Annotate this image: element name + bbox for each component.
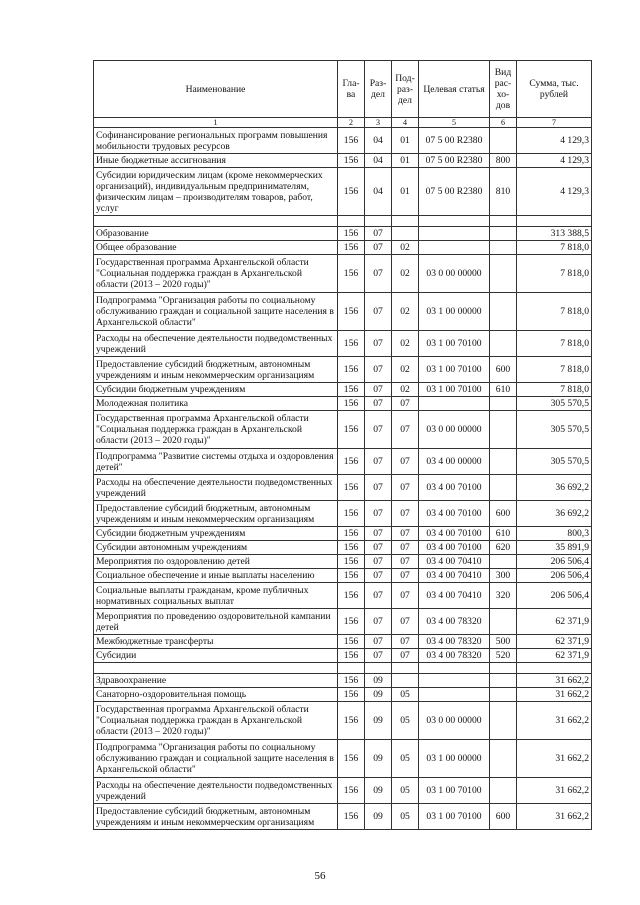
cell-podrazdel: 05 [392, 740, 419, 778]
cell-sum: 31 662,2 [517, 804, 592, 830]
cell-name: Иные бюджетные ассигнования [94, 154, 338, 168]
column-number: 7 [517, 118, 592, 128]
cell-glava: 156 [338, 674, 365, 688]
cell-vid [490, 397, 517, 411]
cell-podrazdel: 05 [392, 804, 419, 830]
cell-vid: 610 [490, 383, 517, 397]
cell-target: 03 4 00 70100 [419, 541, 490, 555]
table-row [94, 649, 592, 663]
cell-glava: 156 [338, 583, 365, 609]
cell-glava: 156 [338, 331, 365, 357]
cell-vid: 600 [490, 501, 517, 527]
cell-target: 03 4 00 78320 [419, 609, 490, 635]
cell-razdel: 07 [365, 527, 392, 541]
table-row [94, 449, 592, 475]
cell-razdel: 07 [365, 555, 392, 569]
cell-target: 07 5 00 R2380 [419, 154, 490, 168]
spacer-cell [365, 216, 392, 227]
cell-razdel: 04 [365, 168, 392, 216]
cell-name: Санаторно-оздоровительная помощь [94, 688, 338, 702]
cell-vid: 800 [490, 154, 517, 168]
spacer-cell [94, 216, 338, 227]
table-row [94, 168, 592, 216]
cell-glava: 156 [338, 128, 365, 154]
cell-razdel: 09 [365, 674, 392, 688]
table-row [94, 702, 592, 740]
cell-razdel: 07 [365, 241, 392, 255]
cell-vid: 520 [490, 649, 517, 663]
header-podrazdel: Под-раз-дел [392, 61, 419, 118]
cell-sum: 7 818,0 [517, 383, 592, 397]
cell-podrazdel: 07 [392, 569, 419, 583]
cell-name: Расходы на обеспечение деятельности подведомственных учреждений [94, 331, 338, 357]
table-row [94, 569, 592, 583]
cell-sum: 31 662,2 [517, 740, 592, 778]
cell-razdel: 07 [365, 397, 392, 411]
table-row [94, 357, 592, 383]
cell-razdel: 07 [365, 227, 392, 241]
cell-glava: 156 [338, 475, 365, 501]
cell-target [419, 674, 490, 688]
table-row [94, 475, 592, 501]
table-row [94, 241, 592, 255]
cell-glava: 156 [338, 501, 365, 527]
cell-vid [490, 411, 517, 449]
cell-podrazdel: 07 [392, 475, 419, 501]
cell-razdel: 09 [365, 778, 392, 804]
column-number: 4 [392, 118, 419, 128]
header-sum: Сумма, тыс. рублей [517, 61, 592, 118]
cell-glava: 156 [338, 649, 365, 663]
table-body [94, 128, 592, 830]
table-row [94, 397, 592, 411]
spacer-cell [392, 216, 419, 227]
header-target: Целевая статья [419, 61, 490, 118]
cell-sum: 305 570,5 [517, 449, 592, 475]
spacer-cell [517, 663, 592, 674]
cell-vid [490, 740, 517, 778]
cell-razdel: 07 [365, 255, 392, 293]
spacer-cell [490, 216, 517, 227]
cell-target: 03 0 00 00000 [419, 411, 490, 449]
cell-razdel: 07 [365, 501, 392, 527]
cell-target [419, 241, 490, 255]
cell-razdel: 07 [365, 383, 392, 397]
cell-podrazdel: 02 [392, 383, 419, 397]
cell-name: Социальное обеспечение и иные выплаты населению [94, 569, 338, 583]
cell-podrazdel: 07 [392, 635, 419, 649]
cell-name: Государственная программа Архангельской области "Социальная поддержка граждан в Архангельской области (2013 – 2020 годы)" [94, 702, 338, 740]
cell-glava: 156 [338, 527, 365, 541]
table-row [94, 688, 592, 702]
cell-sum: 7 818,0 [517, 241, 592, 255]
cell-glava: 156 [338, 778, 365, 804]
cell-name: Субсидии юридическим лицам (кроме некоммерческих организаций), индивидуальным предпринимателям, физическим лицам – производителям товаров, работ, услуг [94, 168, 338, 216]
cell-name: Предоставление субсидий бюджетным, автономным учреждениям и иным некоммерческим организациям [94, 501, 338, 527]
cell-glava: 156 [338, 255, 365, 293]
cell-target: 03 1 00 70100 [419, 331, 490, 357]
cell-name: Расходы на обеспечение деятельности подведомственных учреждений [94, 778, 338, 804]
cell-target: 03 4 00 00000 [419, 449, 490, 475]
cell-sum: 7 818,0 [517, 331, 592, 357]
cell-razdel: 07 [365, 449, 392, 475]
spacer-cell [517, 216, 592, 227]
cell-vid: 620 [490, 541, 517, 555]
cell-glava: 156 [338, 241, 365, 255]
cell-name: Субсидии автономным учреждениям [94, 541, 338, 555]
cell-podrazdel: 07 [392, 411, 419, 449]
cell-razdel: 07 [365, 609, 392, 635]
cell-glava: 156 [338, 449, 365, 475]
cell-vid [490, 293, 517, 331]
cell-sum: 800,3 [517, 527, 592, 541]
cell-vid [490, 688, 517, 702]
cell-sum: 31 662,2 [517, 674, 592, 688]
cell-target: 03 1 00 70100 [419, 804, 490, 830]
cell-glava: 156 [338, 411, 365, 449]
cell-name: Социальные выплаты гражданам, кроме публичных нормативных социальных выплат [94, 583, 338, 609]
cell-razdel: 07 [365, 331, 392, 357]
spacer-cell [365, 663, 392, 674]
cell-razdel: 09 [365, 688, 392, 702]
cell-target [419, 688, 490, 702]
cell-name: Государственная программа Архангельской области "Социальная поддержка граждан в Архангельской области (2013 – 2020 годы)" [94, 411, 338, 449]
table-row [94, 541, 592, 555]
cell-podrazdel: 07 [392, 397, 419, 411]
cell-razdel: 09 [365, 804, 392, 830]
cell-target: 03 4 00 78320 [419, 649, 490, 663]
cell-sum: 4 129,3 [517, 168, 592, 216]
cell-target [419, 397, 490, 411]
cell-razdel: 04 [365, 128, 392, 154]
spacer-row [94, 216, 592, 227]
table-row [94, 154, 592, 168]
cell-target: 03 1 00 00000 [419, 293, 490, 331]
cell-glava: 156 [338, 569, 365, 583]
cell-name: Софинансирование региональных программ повышения мобильности трудовых ресурсов [94, 128, 338, 154]
cell-name: Общее образование [94, 241, 338, 255]
cell-razdel: 07 [365, 569, 392, 583]
cell-razdel: 07 [365, 475, 392, 501]
cell-target: 03 1 00 00000 [419, 740, 490, 778]
cell-razdel: 07 [365, 541, 392, 555]
column-number-row [94, 118, 592, 128]
cell-target: 03 4 00 70100 [419, 475, 490, 501]
cell-name: Предоставление субсидий бюджетным, автономным учреждениям и иным некоммерческим организациям [94, 804, 338, 830]
cell-vid [490, 475, 517, 501]
cell-sum: 31 662,2 [517, 688, 592, 702]
cell-sum: 62 371,9 [517, 609, 592, 635]
cell-podrazdel [392, 674, 419, 688]
column-number: 1 [94, 118, 338, 128]
cell-vid [490, 778, 517, 804]
column-number: 3 [365, 118, 392, 128]
cell-sum: 313 388,5 [517, 227, 592, 241]
cell-glava: 156 [338, 293, 365, 331]
cell-name: Мероприятия по оздоровлению детей [94, 555, 338, 569]
spacer-cell [94, 663, 338, 674]
cell-name: Предоставление субсидий бюджетным, автономным учреждениям и иным некоммерческим организациям [94, 357, 338, 383]
table-header [94, 61, 592, 128]
table-row [94, 383, 592, 397]
cell-glava: 156 [338, 635, 365, 649]
cell-podrazdel: 07 [392, 583, 419, 609]
cell-razdel: 09 [365, 740, 392, 778]
table-row [94, 555, 592, 569]
column-number: 5 [419, 118, 490, 128]
cell-vid [490, 128, 517, 154]
cell-sum: 305 570,5 [517, 411, 592, 449]
cell-name: Государственная программа Архангельской области "Социальная поддержка граждан в Архангельской области (2013 – 2020 годы)" [94, 255, 338, 293]
cell-target: 03 4 00 78320 [419, 635, 490, 649]
page-number: 56 [314, 870, 326, 882]
header-vid: Вид рас-хо-дов [490, 61, 517, 118]
cell-vid [490, 227, 517, 241]
header-row [94, 61, 592, 118]
cell-name: Здравоохранение [94, 674, 338, 688]
table-row [94, 609, 592, 635]
spacer-cell [338, 216, 365, 227]
column-number: 6 [490, 118, 517, 128]
cell-name: Субсидии [94, 649, 338, 663]
spacer-cell [419, 216, 490, 227]
cell-name: Расходы на обеспечение деятельности подведомственных учреждений [94, 475, 338, 501]
cell-target: 03 0 00 00000 [419, 255, 490, 293]
cell-vid: 500 [490, 635, 517, 649]
cell-sum: 62 371,9 [517, 649, 592, 663]
table-row [94, 293, 592, 331]
cell-sum: 7 818,0 [517, 357, 592, 383]
cell-target [419, 227, 490, 241]
table-row [94, 778, 592, 804]
cell-razdel: 07 [365, 357, 392, 383]
cell-name: Субсидии бюджетным учреждениям [94, 527, 338, 541]
cell-name: Подпрограмма "Развитие системы отдыха и оздоровления детей" [94, 449, 338, 475]
cell-sum: 35 891,9 [517, 541, 592, 555]
cell-target: 03 4 00 70100 [419, 501, 490, 527]
cell-name: Межбюджетные трансферты [94, 635, 338, 649]
header-glava: Гла-ва [338, 61, 365, 118]
cell-vid: 810 [490, 168, 517, 216]
cell-name: Образование [94, 227, 338, 241]
cell-podrazdel: 02 [392, 331, 419, 357]
cell-podrazdel: 05 [392, 688, 419, 702]
cell-vid: 320 [490, 583, 517, 609]
cell-podrazdel: 07 [392, 555, 419, 569]
spacer-row [94, 663, 592, 674]
cell-razdel: 09 [365, 702, 392, 740]
cell-target: 03 4 00 70410 [419, 555, 490, 569]
table-row [94, 227, 592, 241]
cell-vid [490, 331, 517, 357]
cell-vid: 300 [490, 569, 517, 583]
spacer-cell [419, 663, 490, 674]
cell-vid [490, 674, 517, 688]
cell-target: 07 5 00 R2380 [419, 168, 490, 216]
cell-glava: 156 [338, 397, 365, 411]
cell-target: 07 5 00 R2380 [419, 128, 490, 154]
cell-sum: 62 371,9 [517, 635, 592, 649]
cell-glava: 156 [338, 168, 365, 216]
cell-podrazdel: 07 [392, 501, 419, 527]
cell-target: 03 4 00 70410 [419, 569, 490, 583]
cell-target: 03 1 00 70100 [419, 383, 490, 397]
cell-razdel: 07 [365, 583, 392, 609]
cell-podrazdel: 01 [392, 154, 419, 168]
cell-podrazdel: 05 [392, 778, 419, 804]
cell-podrazdel: 01 [392, 128, 419, 154]
cell-podrazdel: 01 [392, 168, 419, 216]
cell-target: 03 0 00 00000 [419, 702, 490, 740]
table-row [94, 331, 592, 357]
cell-razdel: 07 [365, 649, 392, 663]
cell-glava: 156 [338, 740, 365, 778]
cell-sum: 206 506,4 [517, 569, 592, 583]
cell-razdel: 07 [365, 635, 392, 649]
cell-glava: 156 [338, 804, 365, 830]
cell-glava: 156 [338, 154, 365, 168]
cell-sum: 305 570,5 [517, 397, 592, 411]
cell-podrazdel: 07 [392, 609, 419, 635]
cell-sum: 206 506,4 [517, 583, 592, 609]
cell-vid [490, 555, 517, 569]
cell-vid [490, 609, 517, 635]
cell-podrazdel: 02 [392, 255, 419, 293]
cell-glava: 156 [338, 227, 365, 241]
cell-sum: 36 692,2 [517, 475, 592, 501]
budget-table [93, 60, 592, 830]
cell-sum: 7 818,0 [517, 293, 592, 331]
cell-sum: 4 129,3 [517, 154, 592, 168]
cell-vid [490, 449, 517, 475]
table-row [94, 740, 592, 778]
cell-podrazdel: 02 [392, 293, 419, 331]
cell-target: 03 4 00 70100 [419, 527, 490, 541]
cell-glava: 156 [338, 357, 365, 383]
table-row [94, 804, 592, 830]
table-row [94, 635, 592, 649]
cell-podrazdel: 07 [392, 649, 419, 663]
spacer-cell [490, 663, 517, 674]
table-row [94, 501, 592, 527]
cell-name: Субсидии бюджетным учреждениям [94, 383, 338, 397]
cell-vid: 600 [490, 357, 517, 383]
cell-target: 03 1 00 70100 [419, 778, 490, 804]
cell-vid [490, 702, 517, 740]
cell-glava: 156 [338, 688, 365, 702]
cell-glava: 156 [338, 702, 365, 740]
cell-vid: 600 [490, 804, 517, 830]
cell-vid [490, 255, 517, 293]
cell-sum: 7 818,0 [517, 255, 592, 293]
table-row [94, 255, 592, 293]
cell-target: 03 1 00 70100 [419, 357, 490, 383]
cell-podrazdel: 05 [392, 702, 419, 740]
cell-podrazdel: 02 [392, 241, 419, 255]
cell-name: Подпрограмма "Организация работы по социальному обслуживанию граждан и социальной защите населения в Архангельской области" [94, 293, 338, 331]
cell-sum: 31 662,2 [517, 702, 592, 740]
table-row [94, 128, 592, 154]
cell-glava: 156 [338, 541, 365, 555]
table-row [94, 411, 592, 449]
cell-glava: 156 [338, 383, 365, 397]
cell-sum: 31 662,2 [517, 778, 592, 804]
cell-sum: 206 506,4 [517, 555, 592, 569]
cell-podrazdel [392, 227, 419, 241]
cell-razdel: 07 [365, 293, 392, 331]
spacer-cell [338, 663, 365, 674]
cell-vid [490, 241, 517, 255]
header-razdel: Раз-дел [365, 61, 392, 118]
cell-podrazdel: 02 [392, 357, 419, 383]
spacer-cell [392, 663, 419, 674]
cell-podrazdel: 07 [392, 527, 419, 541]
column-number: 2 [338, 118, 365, 128]
cell-name: Подпрограмма "Организация работы по социальному обслуживанию граждан и социальной защите населения в Архангельской области" [94, 740, 338, 778]
cell-vid: 610 [490, 527, 517, 541]
cell-name: Мероприятия по проведению оздоровительной кампании детей [94, 609, 338, 635]
cell-sum: 4 129,3 [517, 128, 592, 154]
cell-razdel: 04 [365, 154, 392, 168]
cell-razdel: 07 [365, 411, 392, 449]
cell-name: Молодежная политика [94, 397, 338, 411]
cell-sum: 36 692,2 [517, 501, 592, 527]
cell-target: 03 4 00 70410 [419, 583, 490, 609]
cell-glava: 156 [338, 609, 365, 635]
cell-podrazdel: 07 [392, 541, 419, 555]
table-row [94, 674, 592, 688]
cell-podrazdel: 07 [392, 449, 419, 475]
table-row [94, 527, 592, 541]
table-row [94, 583, 592, 609]
cell-glava: 156 [338, 555, 365, 569]
header-name: Наименование [94, 61, 338, 118]
